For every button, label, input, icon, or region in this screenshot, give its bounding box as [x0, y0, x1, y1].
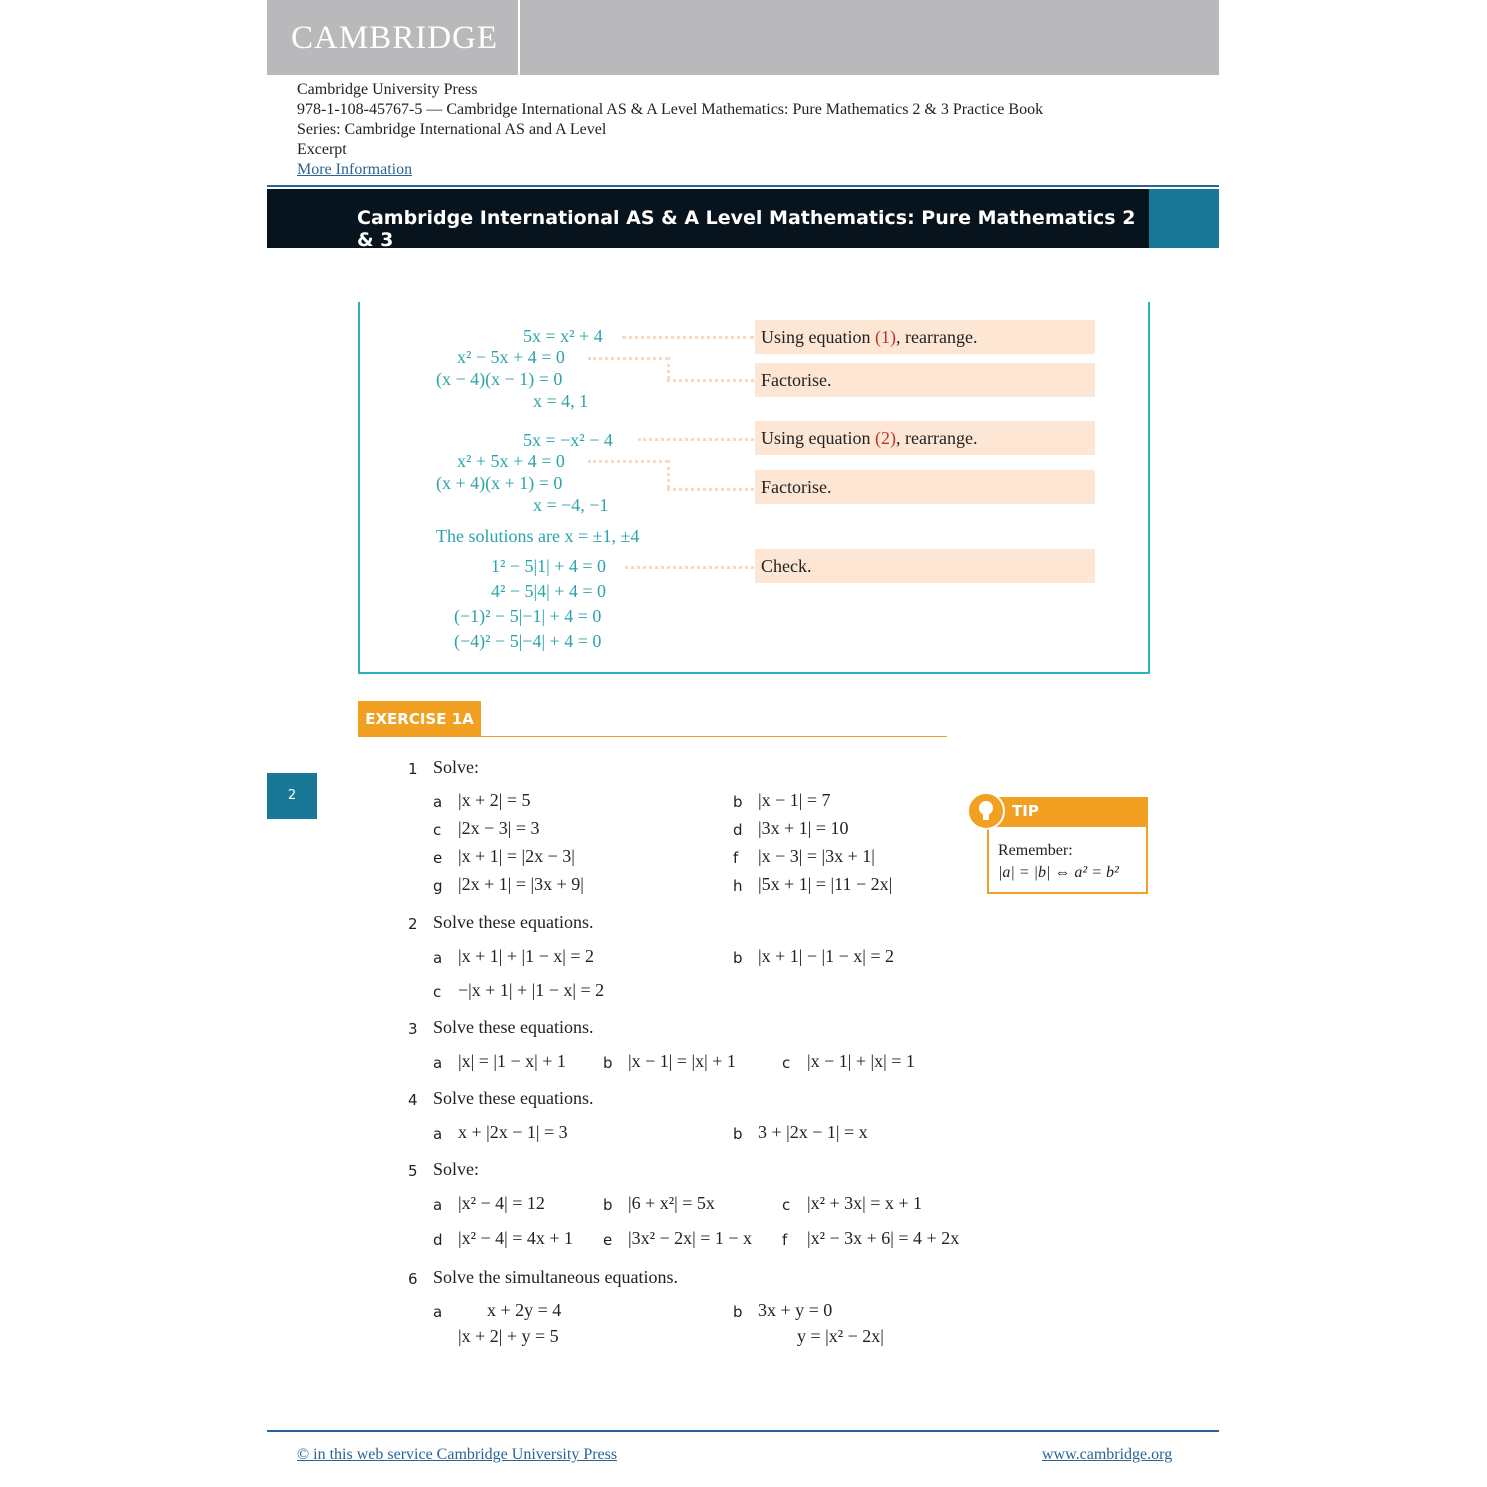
check-line: 4² − 5|4| + 4 = 0: [491, 581, 607, 601]
part-label: b: [733, 949, 743, 967]
connector-dots: [588, 460, 668, 463]
chapter-header: [267, 189, 1149, 251]
part-label: a: [433, 1125, 443, 1143]
publisher: Cambridge University Press: [297, 81, 478, 98]
equation: |6 + x²| = 5x: [628, 1193, 715, 1213]
equation: |x² + 3x| = x + 1: [807, 1193, 923, 1213]
header-title: Cambridge International AS & A Level Mathematics: Pure Mathematics 2 & 3: [357, 207, 1136, 251]
tip-line: Remember:: [998, 842, 1073, 859]
equation: |x − 3| = |3x + 1|: [758, 846, 875, 866]
part-label: e: [603, 1231, 613, 1249]
connector-dots: [638, 438, 754, 441]
lightbulb-icon: [967, 792, 1005, 830]
equation: x + |2x − 1| = 3: [458, 1122, 568, 1142]
question-number: 1: [408, 760, 418, 778]
connector-dots: [667, 460, 670, 488]
equation: |3x + 1| = 10: [758, 818, 849, 838]
tip-label: TIP: [1012, 802, 1039, 820]
working-line: x = 4, 1: [533, 391, 589, 411]
working-line: x = −4, −1: [533, 495, 609, 515]
connector-dots: [588, 357, 668, 360]
part-label: b: [733, 793, 743, 811]
equation-ref: (2): [875, 428, 896, 448]
equation: |x| = |1 − x| + 1: [458, 1051, 566, 1071]
part-label: d: [433, 1231, 443, 1249]
note-text: Using equation: [761, 327, 875, 347]
equation: |x − 1| = 7: [758, 790, 831, 810]
excerpt-label: Excerpt: [297, 141, 347, 158]
note-rearrange-2: [755, 421, 1095, 455]
note-factorise-2: Factorise.: [755, 470, 1095, 504]
note-text: , rearrange.: [896, 428, 978, 448]
exercise-rule: [481, 736, 947, 737]
copyright-link[interactable]: © in this web service Cambridge University Press: [297, 1446, 618, 1463]
check-line: (−4)² − 5|−4| + 4 = 0: [454, 631, 602, 651]
part-label: g: [433, 877, 443, 895]
note-check: Check.: [755, 549, 1095, 583]
banner-divider: [518, 0, 520, 75]
equation: |x + 2| + y = 5: [458, 1326, 559, 1346]
series: Series: Cambridge International AS and A Level: [297, 121, 607, 138]
connector-dots: [667, 488, 754, 491]
part-label: b: [733, 1303, 743, 1321]
cambridge-logo: CAMBRIDGE: [291, 20, 499, 56]
part-label: e: [433, 849, 443, 867]
equation: |x − 1| = |x| + 1: [628, 1051, 736, 1071]
equation: x + 2y = 4: [487, 1300, 562, 1320]
question-number: 2: [408, 915, 418, 933]
part-label: a: [433, 793, 443, 811]
part-label: b: [733, 1125, 743, 1143]
connector-dots: [625, 566, 754, 569]
solutions-line: The solutions are x = ±1, ±4: [436, 526, 640, 546]
part-label: c: [782, 1196, 791, 1214]
equation: |x + 1| + |1 − x| = 2: [458, 946, 595, 966]
equation: |2x − 3| = 3: [458, 818, 540, 838]
part-label: f: [733, 849, 739, 867]
footer-rule: [267, 1430, 1219, 1432]
equation: −|x + 1| + |1 − x| = 2: [458, 980, 605, 1000]
working-line: x² − 5x + 4 = 0: [457, 347, 565, 367]
part-label: a: [433, 1196, 443, 1214]
header-rule: [267, 185, 1219, 187]
equation: |x² − 4| = 12: [458, 1193, 545, 1213]
equation: |x² − 3x + 6| = 4 + 2x: [807, 1228, 960, 1248]
top-banner: [267, 0, 1219, 75]
equation: |5x + 1| = |11 − 2x|: [758, 874, 893, 894]
tip-line: |a| = |b| ⇔ a² = b²: [998, 864, 1119, 881]
equation-ref: (1): [875, 327, 896, 347]
exercise-label: EXERCISE 1A: [358, 701, 481, 737]
equation: |x − 1| + |x| = 1: [807, 1051, 915, 1071]
part-label: c: [433, 821, 442, 839]
more-information-link[interactable]: More Information: [297, 161, 413, 178]
connector-dots: [667, 379, 754, 382]
part-label: b: [603, 1196, 613, 1214]
equation: y = |x² − 2x|: [797, 1326, 884, 1346]
part-label: a: [433, 1303, 443, 1321]
question-text: Solve these equations.: [433, 912, 594, 932]
working-line: (x + 4)(x + 1) = 0: [436, 473, 563, 493]
check-line: 1² − 5|1| + 4 = 0: [491, 556, 607, 576]
page-number: 2: [267, 773, 317, 819]
question-text: Solve:: [433, 757, 480, 777]
question-text: Solve:: [433, 1159, 480, 1179]
book-metadata: [297, 80, 1043, 180]
working-line: x² + 5x + 4 = 0: [457, 451, 565, 471]
working-line: 5x = −x² − 4: [523, 430, 613, 450]
working-line: (x − 4)(x − 1) = 0: [436, 369, 563, 389]
equation: |x + 1| − |1 − x| = 2: [758, 946, 895, 966]
part-label: d: [733, 821, 743, 839]
part-label: f: [782, 1231, 788, 1249]
note-text: , rearrange.: [896, 327, 978, 347]
equation: 3x + y = 0: [758, 1300, 833, 1320]
part-label: a: [433, 1054, 443, 1072]
part-label: a: [433, 949, 443, 967]
question-text: Solve these equations.: [433, 1088, 594, 1108]
part-label: c: [433, 983, 442, 1001]
question-number: 6: [408, 1270, 418, 1288]
note-factorise-1: Factorise.: [755, 363, 1095, 397]
connector-dots: [622, 336, 754, 339]
question-number: 4: [408, 1091, 418, 1109]
header-accent: [1149, 189, 1219, 248]
check-line: (−1)² − 5|−1| + 4 = 0: [454, 606, 602, 626]
question-number: 5: [408, 1162, 418, 1180]
question-number: 3: [408, 1020, 418, 1038]
part-label: c: [782, 1054, 791, 1072]
isbn-title: 978-1-108-45767-5 — Cambridge International AS & A Level Mathematics: Pure Mathematics 2 & 3 Practice Book: [297, 101, 1044, 118]
equation: |x + 2| = 5: [458, 790, 531, 810]
equation: 3 + |2x − 1| = x: [758, 1122, 868, 1142]
part-label: b: [603, 1054, 613, 1072]
equation: |x² − 4| = 4x + 1: [458, 1228, 574, 1248]
working-line: 5x = x² + 4: [523, 326, 603, 346]
note-text: Using equation: [761, 428, 875, 448]
equation: |x + 1| = |2x − 3|: [458, 846, 575, 866]
connector-dots: [667, 357, 670, 379]
question-text: Solve these equations.: [433, 1017, 594, 1037]
note-rearrange-1: [755, 320, 1095, 354]
equation: |2x + 1| = |3x + 9|: [458, 874, 584, 894]
part-label: h: [733, 877, 743, 895]
equation: |3x² − 2x| = 1 − x: [628, 1228, 753, 1248]
question-text: Solve the simultaneous equations.: [433, 1267, 678, 1287]
cambridge-website-link[interactable]: www.cambridge.org: [1042, 1446, 1173, 1463]
tip-text: [998, 840, 1119, 884]
